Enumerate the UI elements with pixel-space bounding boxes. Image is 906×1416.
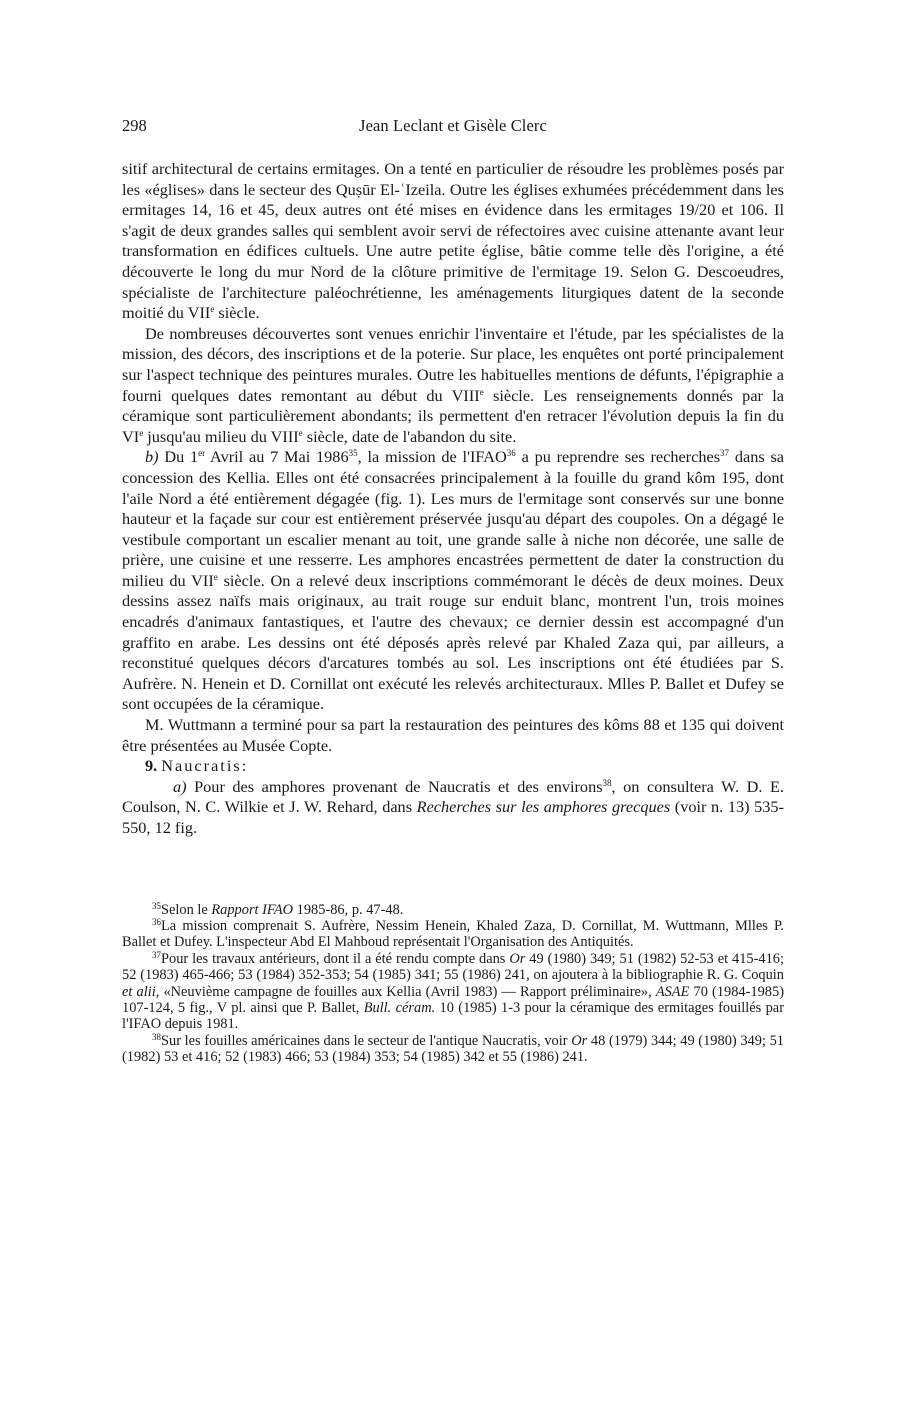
footnote-ref-37[interactable]: 37 xyxy=(720,448,730,459)
footnote-ref-36[interactable]: 36 xyxy=(506,448,516,459)
footnote-ref-38[interactable]: 38 xyxy=(602,777,612,788)
page xyxy=(122,112,784,1066)
paragraph-1: sitif architectural de certains ermitages. On a tenté en particulier de résoudre les problèmes posés par les «églises» dans le secteur des Quṣūr El-ʿIzeila. Outre les églises exhumées précédemment dans les ermitages 14, 16 et 45, deux autres ont été mises en évidence dans les ermitages 19/20 et 106. Il s'agit de deux grandes salles qui semblent avoir servi de réfectoires avec cuisine attenante avant leur transformation en édifices cultuels. Une autre petite église, bâtie comme telle dès l'origine, a été découverte le long du mur Nord de la clôture primitive de l'ermitage 19. Selon G. Descoeudres, spécialiste de l'architecture paléochrétienne, les aménagements liturgiques datent de la seconde moitié du VIIe siècle. xyxy=(122,159,784,323)
list-label-b: b) xyxy=(145,447,159,467)
footnote-38: $^{38}$Sur les fouilles américaines dans le secteur de l'antique Naucratis, voir Or 48 (1979) 344; 49 (1980) 349; 51 (1982) 53 et 416; 52 (1983) 466; 53 (1984) 353; 54 (1985) 342 et 55 (1986) 241. xyxy=(122,1031,784,1066)
section-title: Naucratis: xyxy=(161,756,249,776)
section-number: 9. xyxy=(145,756,158,776)
footnote-35: $^{35}$Selon le Rapport IFAO 1985-86, p. 47-48. xyxy=(152,900,404,918)
paragraph-2: De nombreuses découvertes sont venues enrichir l'inventaire et l'étude, par les spécialistes de la mission, des décors, des inscriptions et de la poterie. Sur place, les enquêtes ont porté principalement sur l'aspect technique des peintures murales. Outre les habituelles mentions de défunts, l'épigraphie a fourni quelques dates remontant au début du VIIIe siècle. Les renseignements donnés par la céramique sont particulièrement abondants; ils permettent d'en retracer l'évolution depuis la fin du VIe jusqu'au milieu du VIIIe siècle, date de l'abandon du site. xyxy=(122,323,785,446)
page-header xyxy=(122,112,784,142)
running-title: Jean Leclant et Gisèle Clerc xyxy=(359,116,547,135)
paragraph-3: b) Du 1er Avril au 7 Mai 1986$^{35}$, la mission de l'IFAO$^{36}$ a pu reprendre ses recherches$^{37}$ dans sa concession des Kellia. Elles ont été consacrées principalement à la fouille du grand kôm 195, dont l'aile Nord a été entièrement dégagée (fig. 1). Les murs de l'ermitage sont conservés sur une bonne hauteur et la façade sur cour est entièrement préservée jusqu'au départ des coupoles. On a dégagé le vestibule comportant un escalier menant au toit, une grande salle à niche non décorée, une salle de prière, une cuisine et une resserre. Les amphores encastrées permettent de dater la construction du milieu du VIIe siècle. On a relevé deux inscriptions commémorant le décès de deux moines. Deux dessins assez naïfs mais originaux, au trait rouge sur enduit blanc, montrent l'un, trois moines encadrés d'animaux fantastiques, et l'autre des chevaux; ce dernier dessin est accompagné d'un graffito en arabe. Les dessins ont été déposés après relevé par Khaled Zaza qui, par ailleurs, a reconstitué quelques décors d'arcatures tombés au sol. Les inscriptions ont été étudiées par S. Aufrère. N. Henein et D. Cornillat ont exécuté les relevés architecturaux. Mlles P. Ballet et Dufey se sont occupées de la céramique. xyxy=(122,447,785,714)
paragraph-6: a) Pour des amphores provenant de Naucratis et des environs$^{38}$, on consultera W. D. E. Coulson, N. C. Wilkie et J. W. Rehard, dans Recherches sur les amphores grecques (voir n. 13) 535-550, 12 fig. xyxy=(122,776,784,837)
body-text xyxy=(122,159,784,839)
footnote-ref-35[interactable]: 35 xyxy=(348,448,358,459)
page-number: 298 xyxy=(122,116,147,135)
footnotes xyxy=(122,902,784,1066)
section-heading-naucratis xyxy=(122,756,784,777)
footnote-37: $^{37}$Pour les travaux antérieurs, dont il a été rendu compte dans Or 49 (1980) 349; 51 (1982) 52-53 et 415-416; 52 (1983) 465-466; 53 (1984) 352-353; 54 (1985) 341; 55 (1986) 241, on ajoutera à la bibliographie R. G. Coquin et alii, «Neuvième campagne de fouilles aux Kellia (Avril 1983) — Rapport préliminaire», ASAE 70 (1984-1985) 107-124, 5 fig., V pl. ainsi que P. Ballet, Bull. céram. 10 (1985) 1-3 pour la céramique des ermitages fouillés par l'IFAO depuis 1981. xyxy=(122,949,784,1033)
paragraph-4: M. Wuttmann a terminé pour sa part la restauration des peintures des kôms 88 et 135 qui doivent être présentées au Musée Copte. xyxy=(122,715,784,755)
footnote-36: $^{36}$La mission comprenait S. Aufrère, Nessim Henein, Khaled Zaza, D. Cornillat, M. Wuttmann, Mlles P. Ballet et Dufey. L'inspecteur Abd El Mahboud représentait l'Organisation des Antiquités. xyxy=(122,917,784,951)
list-label-a: a) xyxy=(173,776,187,796)
